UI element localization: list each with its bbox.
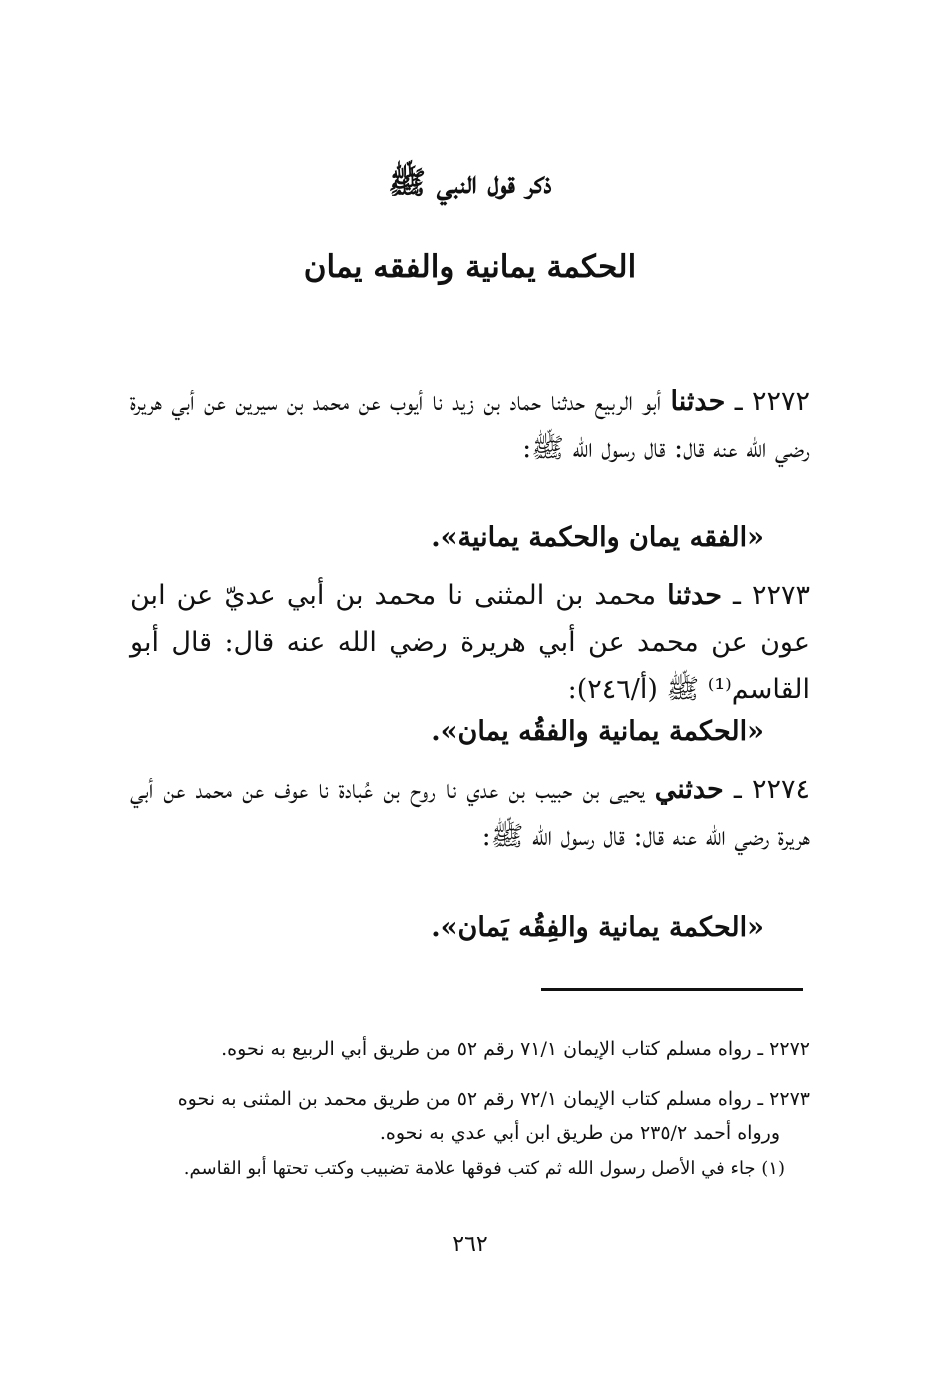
footnote-2273-line1: ٢٢٧٣ ـ رواه مسلم كتاب الإيمان ٧٢/١ رقم ٥٢ من طريق محمد بن المثنى به نحوه <box>177 1088 810 1110</box>
hadith-number: ٢٢٧٢ ـ <box>734 386 810 417</box>
hadith-number: ٢٢٧٣ ـ <box>732 580 810 611</box>
hadith-text: أبو الربيع حدثنا حماد بن زيد نا أيوب عن محمد بن سيرين عن أبي هريرة رضي الله عنه قال: قال رسول الله ﷺ: <box>130 386 810 464</box>
chapter-title: ذكر قول النبي ﷺ <box>388 165 552 201</box>
page-number: ٢٦٢ <box>452 1232 488 1257</box>
footnote-2273 <box>130 1082 810 1150</box>
footnote-2273-line2: ورواه أحمد ٢٣٥/٢ من طريق ابن أبي عدي به نحوه. <box>379 1122 780 1144</box>
hadith-2274-isnad <box>130 766 810 860</box>
hadith-2274-matn: «الحكمة يمانية والفِقُه يَمان». <box>431 912 764 943</box>
hadith-2273-isnad <box>130 572 810 713</box>
footnote-1: (١) جاء في الأصل رسول الله ثم كتب فوقها علامة تضبيب وكتب تحتها أبو القاسم. <box>183 1158 785 1179</box>
hadith-text: يحيى بن حبيب بن عدي نا روح بن عُبادة نا عوف عن محمد عن أبي هريرة رضي الله عنه قال: قال رسول الله ﷺ: <box>130 774 810 852</box>
footnote-separator <box>541 988 803 991</box>
hadith-2273-matn: «الحكمة يمانية والفقُه يمان». <box>431 716 764 747</box>
footnote-2272: ٢٢٧٢ ـ رواه مسلم كتاب الإيمان ٧١/١ رقم ٥٢ من طريق أبي الربيع به نحوه. <box>221 1038 810 1060</box>
hadith-number: ٢٢٧٤ ـ <box>733 774 810 805</box>
chapter-subtitle: الحكمة يمانية والفقه يمان <box>303 249 637 285</box>
hadith-lead-word: حدثنا <box>670 386 726 417</box>
hadith-lead-word: حدثنا <box>667 580 722 611</box>
hadith-lead-word: حدثني <box>654 774 724 805</box>
hadith-text: محمد بن المثنى نا محمد بن أبي عديّ عن ابن عون عن محمد عن أبي هريرة رضي الله عنه قال: قال أبو القاسم⁽¹⁾ ﷺ (أ/٢٤٦): <box>130 580 810 705</box>
hadith-2272-matn: «الفقه يمان والحكمة يمانية». <box>431 522 764 553</box>
hadith-2272-isnad <box>130 378 810 472</box>
